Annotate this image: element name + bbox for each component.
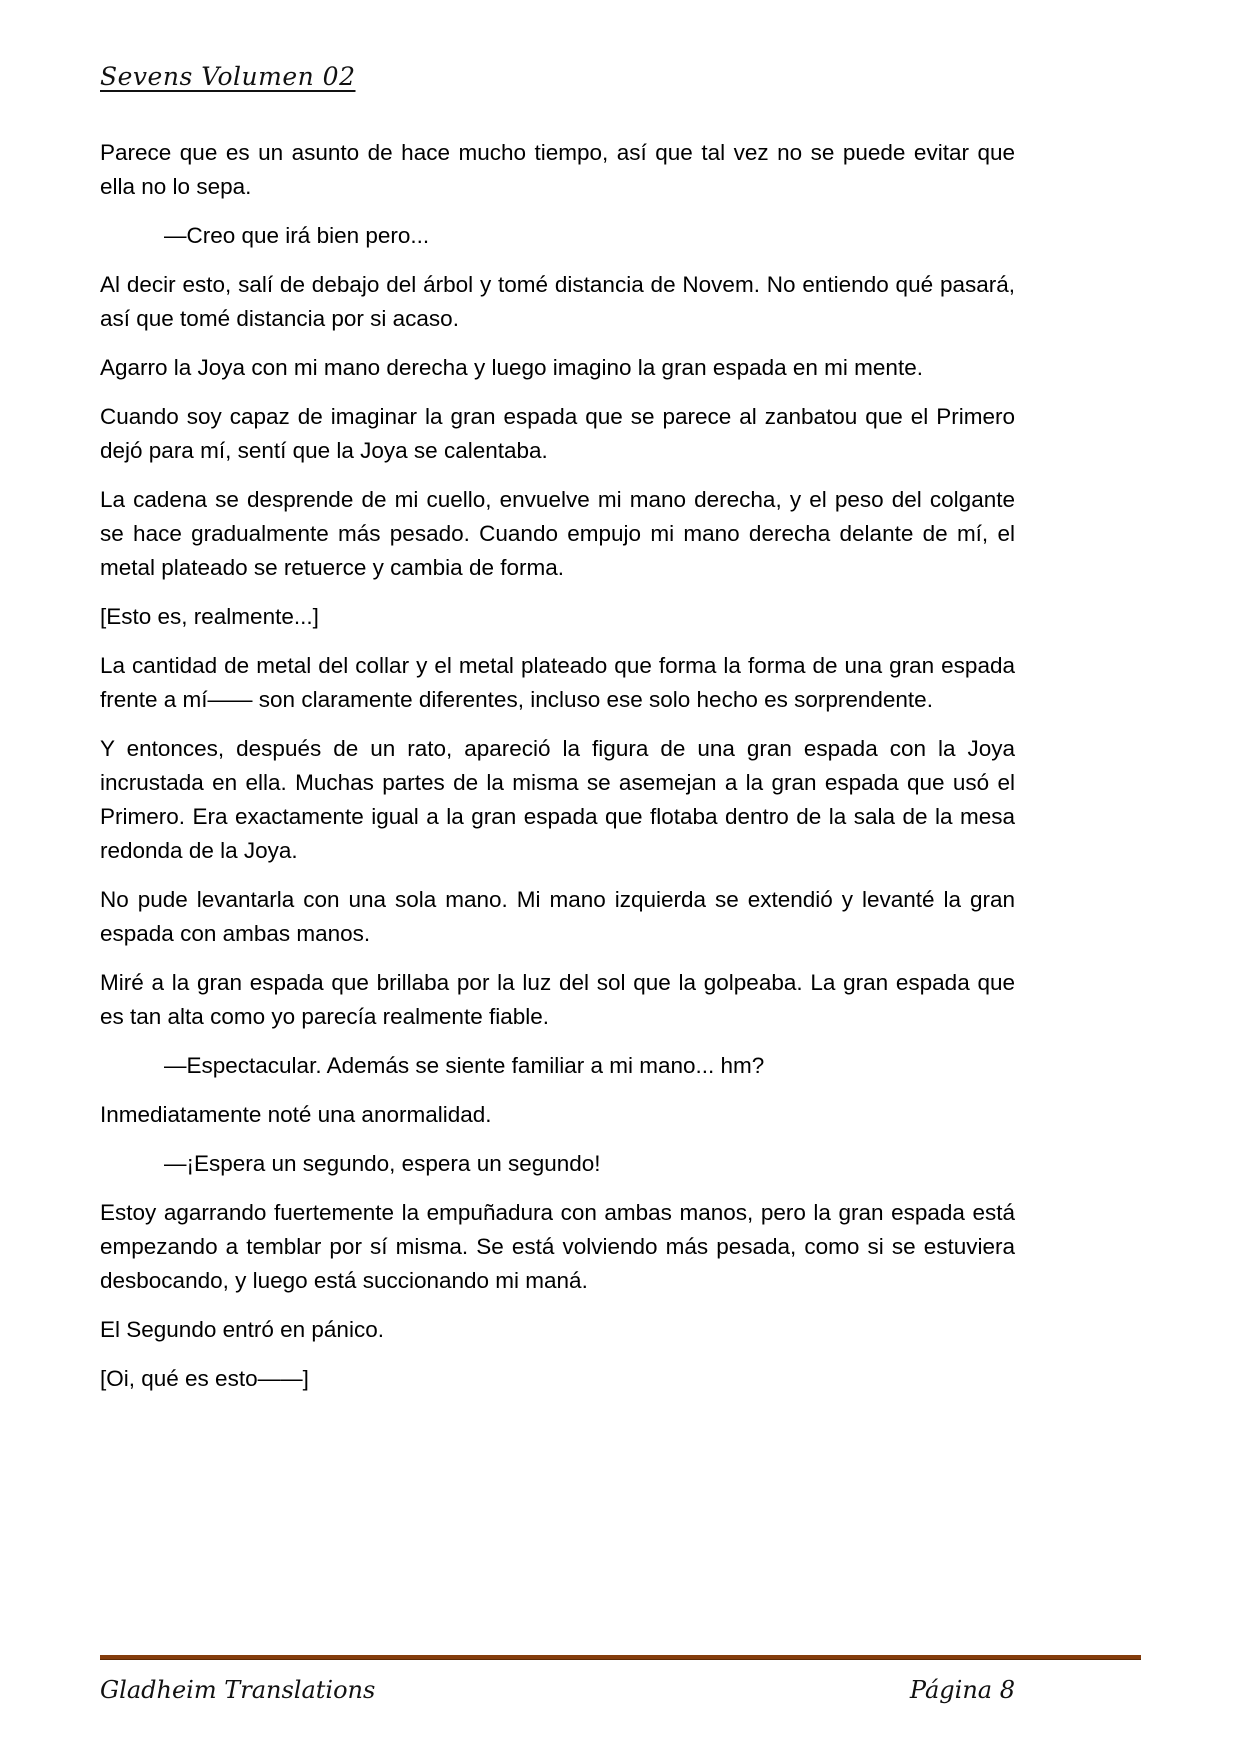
- paragraph: Al decir esto, salí de debajo del árbol y tomé distancia de Novem. No entiendo qué pasará, así que tomé distancia por si acaso.: [100, 272, 1015, 331]
- paragraph: [Oi, qué es esto——]: [100, 1366, 309, 1391]
- footer-row: [100, 1676, 1015, 1704]
- header-title: Sevens Volumen 02: [100, 62, 356, 91]
- paragraph: La cantidad de metal del collar y el metal plateado que forma la forma de una gran espada frente a mí—— son claramente diferentes, incluso ese solo hecho es sorprendente.: [100, 653, 1015, 712]
- paragraph: [Esto es, realmente...]: [100, 604, 319, 629]
- paragraph: Cuando soy capaz de imaginar la gran espada que se parece al zanbatou que el Primero dejó para mí, sentí que la Joya se calentaba.: [100, 404, 1015, 463]
- document-footer: [100, 1655, 1141, 1704]
- footer-translator-credit: Gladheim Translations: [100, 1676, 376, 1704]
- paragraph: No pude levantarla con una sola mano. Mi mano izquierda se extendió y levanté la gran espada con ambas manos.: [100, 887, 1015, 946]
- paragraph: Parece que es un asunto de hace mucho tiempo, así que tal vez no se puede evitar que ella no lo sepa.: [100, 140, 1015, 199]
- dialogue-paragraph: —¡Espera un segundo, espera un segundo!: [164, 1151, 601, 1176]
- paragraph: Miré a la gran espada que brillaba por la luz del sol que la golpeaba. La gran espada que es tan alta como yo parecía realmente fiable.: [100, 970, 1015, 1029]
- footer-page-number: Página 8: [909, 1676, 1015, 1704]
- paragraph: La cadena se desprende de mi cuello, envuelve mi mano derecha, y el peso del colgante se hace gradualmente más pesado. Cuando empujo mi mano derecha delante de mí, el metal plateado se retuerce y cambia de forma.: [100, 487, 1015, 580]
- paragraph: El Segundo entró en pánico.: [100, 1317, 384, 1342]
- dialogue-paragraph: —Creo que irá bien pero...: [164, 223, 430, 248]
- dialogue-paragraph: —Espectacular. Además se siente familiar a mi mano... hm?: [164, 1053, 765, 1078]
- paragraph: Agarro la Joya con mi mano derecha y luego imagino la gran espada en mi mente.: [100, 355, 923, 380]
- paragraph: Y entonces, después de un rato, apareció la figura de una gran espada con la Joya incrustada en ella. Muchas partes de la misma se asemejan a la gran espada que usó el Primero. Era exactamente igual a la gran espada que flotaba dentro de la sala de la mesa redonda de la Joya.: [100, 736, 1015, 863]
- document-body: [100, 136, 1015, 1411]
- paragraph: Inmediatamente noté una anormalidad.: [100, 1102, 492, 1127]
- document-header: [100, 62, 1141, 91]
- footer-rule: [100, 1655, 1141, 1660]
- paragraph: Estoy agarrando fuertemente la empuñadura con ambas manos, pero la gran espada está empezando a temblar por sí misma. Se está volviendo más pesada, como si se estuviera desbocando, y luego está succionando mi maná.: [100, 1200, 1015, 1293]
